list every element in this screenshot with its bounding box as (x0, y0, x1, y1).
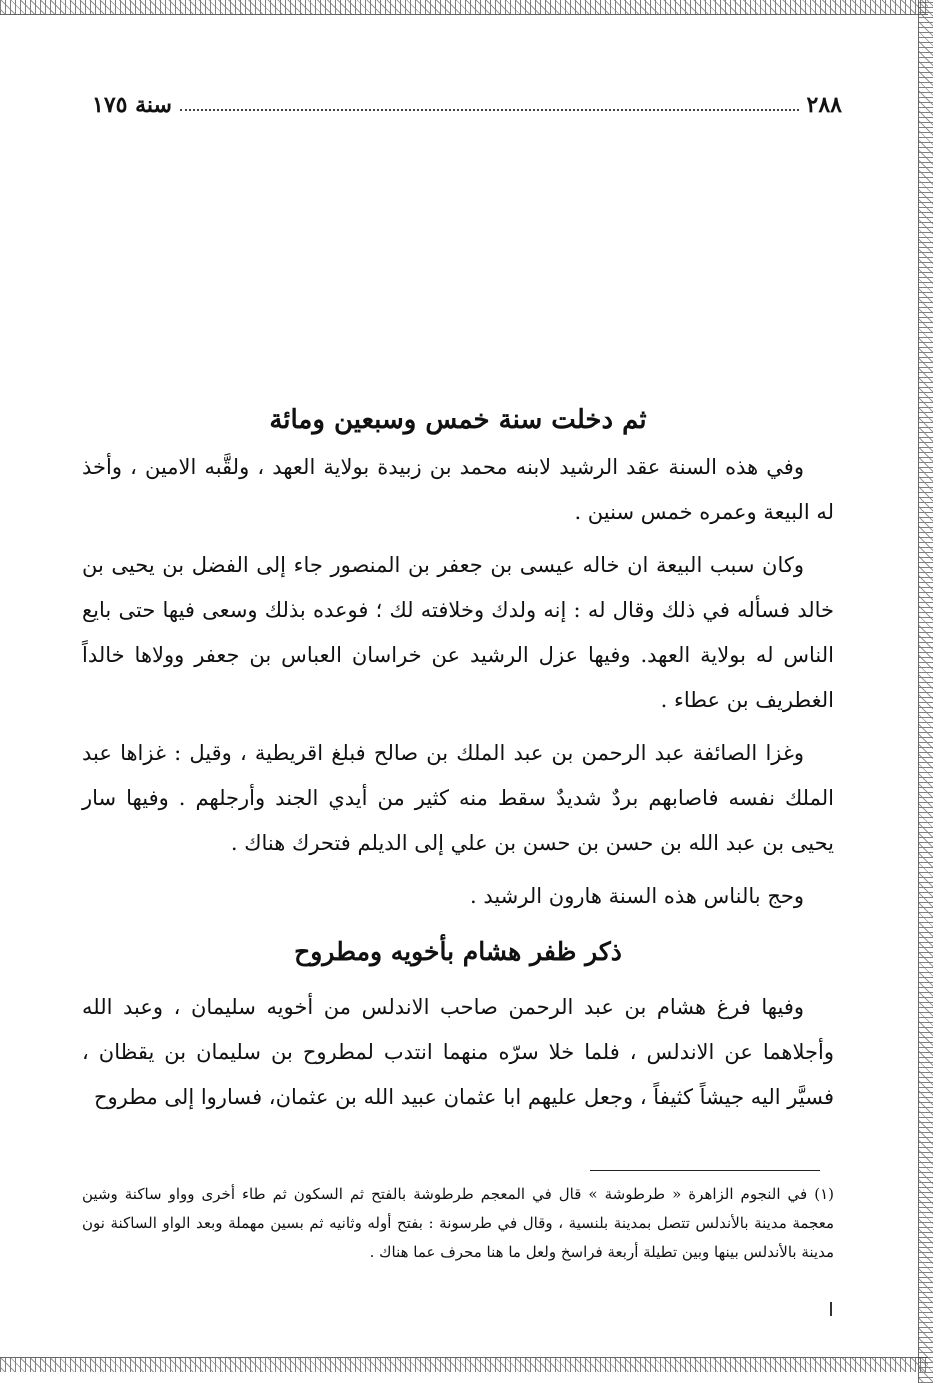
section-heading: ثم دخلت سنة خمس وسبعين ومائة (269, 405, 647, 435)
header-leader-dots (180, 108, 799, 111)
decorative-border-bottom (0, 1357, 928, 1372)
subsection-heading: ذكر ظفر هشام بأخويه ومطروح (294, 937, 622, 966)
running-header (92, 84, 842, 118)
paragraph: وفيها فرغ هشام بن عبد الرحمن صاحب الاندلس من أخويه سليمان ، وعبد الله وأجلاهما عن الاندلس ، فلما خلا سرّه منهما انتدب لمطروح بن سليمان بن يقظان ، فسيَّر اليه جيشاً كثيفاً ، وجعل عليهم ابا عثمان عبيد الله بن عثمان، فساروا إلى مطروح (82, 995, 834, 1109)
paragraph: وحج بالناس هذه السنة هارون الرشيد . (469, 884, 804, 908)
footnote-separator (590, 1170, 820, 1171)
footnote: (١) في النجوم الزاهرة « طرطوشة » قال في المعجم طرطوشة بالفتح ثم السكون ثم طاء أخرى وواو ساكنة وشين معجمة مدينة بالأندلس تتصل بمدينة بلنسية ، وقال في طرسونة : بفتح أوله وثانيه ثم بسين مهملة وبعد الواو الساكنة نون مدينة بالأندلس بينها وبين تطيلة أربعة فراسخ ولعل ما هنا محرف عما هناك . (82, 1185, 834, 1261)
page-number: ٢٨٨ (806, 92, 842, 118)
paragraph: وكان سبب البيعة ان خاله عيسى بن جعفر بن المنصور جاء إلى الفضل بن يحيى بن خالد فسأله في ذلك وقال له : إنه ولدك وخلافته لك ؛ فوعده بذلك وسعى فيها حتى بايع الناس له بولاية العهد. وفيها عزل الرشيد عن خراسان العباس بن جعفر وولاها خالداً الغطريف بن عطاء . (82, 553, 834, 712)
decorative-border-top (0, 0, 928, 15)
decorative-border-right (918, 0, 933, 1383)
main-text (82, 395, 834, 1128)
header-year-label: سنة ١٧٥ (92, 92, 172, 118)
margin-mark (830, 1302, 832, 1316)
paragraph: وغزا الصائفة عبد الرحمن بن عبد الملك بن صالح فبلغ اقريطية ، وقيل : غزاها عبد الملك نفسه فاصابهم بردٌ شديدٌ سقط منه كثير من أيدي الجند وأرجلهم . وفيها سار يحيى بن عبد الله بن حسن بن حسن بن علي إلى الديلم فتحرك هناك . (82, 741, 834, 855)
paragraph: وفي هذه السنة عقد الرشيد لابنه محمد بن زبيدة بولاية العهد ، ولقَّبه الامين ، وأخذ له البيعة وعمره خمس سنين . (82, 455, 834, 524)
